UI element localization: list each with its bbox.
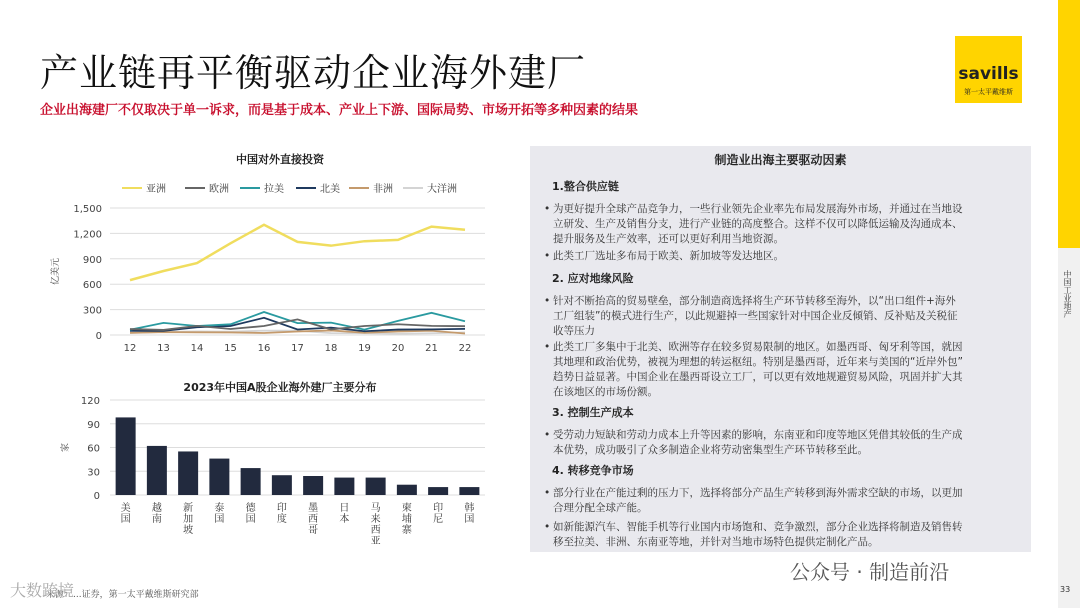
bar xyxy=(366,478,386,495)
section-heading: 2. 应对地缘风险 xyxy=(552,272,634,285)
y-tick-label: 90 xyxy=(87,419,100,431)
bullet-point xyxy=(544,340,1022,400)
bullet-text: 此类工厂选址多布局于欧美、新加坡等发达地区。 xyxy=(553,250,784,262)
bar xyxy=(303,476,323,495)
watermark-left: 大数跨境 xyxy=(10,581,75,600)
panel-title: 制造业出海主要驱动因素 xyxy=(714,153,847,167)
bullet-point xyxy=(544,486,1022,516)
bullet-point xyxy=(544,202,1022,247)
page-title: 产业链再平衡驱动企业海外建厂 xyxy=(40,51,587,95)
bullet-text: 部分行业在产能过剩的压力下，选择将部分产品生产转移到海外需求空缺的市场，以更加 合理分配全球产能。 xyxy=(553,487,963,514)
legend-item xyxy=(240,182,284,195)
x-tick-label: 21 xyxy=(425,343,438,354)
bar xyxy=(334,478,354,495)
x-category-label: 泰国 xyxy=(214,503,225,525)
bullet-dot: • xyxy=(544,429,551,441)
y-tick-label: 0 xyxy=(95,331,102,342)
y-tick-label: 300 xyxy=(82,305,102,317)
bullet-dot: • xyxy=(544,295,551,307)
x-category-label: 印度 xyxy=(276,503,287,525)
bullet-dot: • xyxy=(544,341,551,353)
page-number: 33 xyxy=(1060,585,1071,594)
legend-label: 大洋洲 xyxy=(427,184,457,195)
x-tick-label: 17 xyxy=(291,343,304,354)
bar xyxy=(147,446,167,495)
bar xyxy=(459,487,479,495)
bullet-point xyxy=(544,428,1022,458)
x-category-label: 新加坡 xyxy=(183,503,194,536)
side-strip xyxy=(1058,0,1080,608)
bullet-point xyxy=(544,520,1022,550)
source-footnote: 来源：...证券，第一太平戴维斯研究部 xyxy=(46,590,199,600)
bar xyxy=(397,485,417,495)
y-tick-label: 120 xyxy=(80,396,100,407)
line-chart-title: 中国对外直接投资 xyxy=(236,153,324,166)
bullet-text: 受劳动力短缺和劳动力成本上升等因素的影响，东南亚和印度等地区凭借其较低的生产成 本优势，成功吸引了众多制造企业将劳动密集型生产环节转移至此。 xyxy=(553,429,963,456)
x-category-label: 韩国 xyxy=(464,503,475,525)
overseas-factory-bar-chart xyxy=(40,375,510,590)
x-tick-label: 22 xyxy=(458,343,472,354)
y-tick-label: 1,200 xyxy=(73,229,102,241)
bar xyxy=(241,468,261,495)
x-tick-label: 16 xyxy=(257,343,271,354)
bar xyxy=(428,487,448,495)
legend-label: 拉美 xyxy=(264,184,284,195)
y-tick-label: 30 xyxy=(87,467,100,479)
bullet-text: 为更好提升全球产品竞争力，一些行业领先企业率先布局发展海外市场，并通过在当地设 立研发、生产及销售分支，进行产业链的高度整合。这样不仅可以降低运输及沟通成本、 提升服务及生产效率，还可以更好利用当地资源。 xyxy=(553,203,963,245)
legend-label: 非洲 xyxy=(373,184,393,195)
bullet-text: 如新能源汽车、智能手机等行业国内市场饱和、竞争激烈，部分企业选择将制造及销售转 移至拉美、非洲、东南亚等地，并针对当地市场特色提供定制化产品。 xyxy=(553,521,963,548)
bar xyxy=(178,451,198,495)
bullet-dot: • xyxy=(544,250,551,262)
x-tick-label: 12 xyxy=(123,343,137,354)
x-tick-label: 20 xyxy=(391,343,405,354)
bullet-point xyxy=(544,294,1022,339)
side-label: 中国工业地产 xyxy=(1063,270,1072,318)
x-category-label: 德国 xyxy=(245,503,256,525)
page-subtitle: 企业出海建厂不仅取决于单一诉求，而是基于成本、产业上下游、国际局势、市场开拓等多种因素的结果 xyxy=(40,103,639,118)
x-category-label: 柬埔寨 xyxy=(401,503,412,536)
bullet-text: 针对不断抬高的贸易壁垒，部分制造商选择将生产环节转移至海外，以“出口组件+海外 工厂组装”的模式进行生产，以此规避掉一些国家针对中国企业反倾销、反补贴及关税征 收等压力 xyxy=(553,295,958,337)
legend-item xyxy=(122,182,166,195)
watermark-right: 公众号 · 制造前沿 xyxy=(790,560,950,584)
drivers-panel xyxy=(530,146,1031,552)
bullet-dot: • xyxy=(544,203,551,215)
y-axis-label: 亿美元 xyxy=(51,257,61,286)
y-tick-label: 600 xyxy=(82,280,102,292)
y-tick-label: 0 xyxy=(93,491,100,502)
x-category-label: 越南 xyxy=(151,503,162,525)
x-category-label: 日本 xyxy=(339,503,350,525)
legend-item xyxy=(296,182,340,195)
y-tick-label: 60 xyxy=(87,443,100,455)
savills-logo xyxy=(955,36,1022,103)
y-tick-label: 900 xyxy=(82,254,102,266)
x-tick-label: 15 xyxy=(224,343,237,354)
x-tick-label: 19 xyxy=(358,343,371,354)
x-category-label: 美国 xyxy=(120,503,131,525)
legend-label: 欧洲 xyxy=(209,184,229,195)
bar-chart-title: 2023年中国A股企业海外建厂主要分布 xyxy=(183,381,377,394)
bullet-text: 此类工厂多集中于北美、欧洲等存在较多贸易限制的地区。如墨西哥、匈牙利等国，就因 其地理和政治优势，被视为理想的转运枢纽。特别是墨西哥，近年来与美国的“近岸外包” 趋势日益显著。中国企业在墨西哥设立工厂，可以更有效地规避贸易风险，巩固并扩大其 在该地区的市场份额。 xyxy=(553,341,963,398)
x-category-label: 马来西亚 xyxy=(370,503,381,547)
bar xyxy=(272,475,292,495)
bar xyxy=(116,417,136,495)
legend-label: 亚洲 xyxy=(146,184,166,195)
section-heading: 3. 控制生产成本 xyxy=(552,406,634,419)
fdi-line-chart xyxy=(40,145,510,360)
legend-item xyxy=(403,182,457,195)
x-category-label: 墨西哥 xyxy=(308,503,319,536)
y-axis-label: 家 xyxy=(61,442,71,453)
x-category-label: 印尼 xyxy=(433,503,444,525)
bullet-dot: • xyxy=(544,521,551,533)
bullet-dot: • xyxy=(544,487,551,499)
section-heading: 1.整合供应链 xyxy=(552,180,619,193)
logo-tagline: 第一太平戴维斯 xyxy=(964,88,1013,96)
side-accent-bar xyxy=(1058,0,1080,248)
legend-item xyxy=(349,182,393,195)
bullet-point xyxy=(544,249,1022,264)
logo-brand-text: savills xyxy=(958,64,1019,84)
x-tick-label: 18 xyxy=(324,343,338,354)
legend-label: 北美 xyxy=(320,184,340,195)
legend-item xyxy=(185,182,229,195)
bar xyxy=(209,459,229,495)
x-tick-label: 14 xyxy=(190,343,204,354)
section-heading: 4. 转移竞争市场 xyxy=(552,464,634,477)
y-tick-label: 1,500 xyxy=(73,204,102,215)
x-tick-label: 13 xyxy=(157,343,170,354)
